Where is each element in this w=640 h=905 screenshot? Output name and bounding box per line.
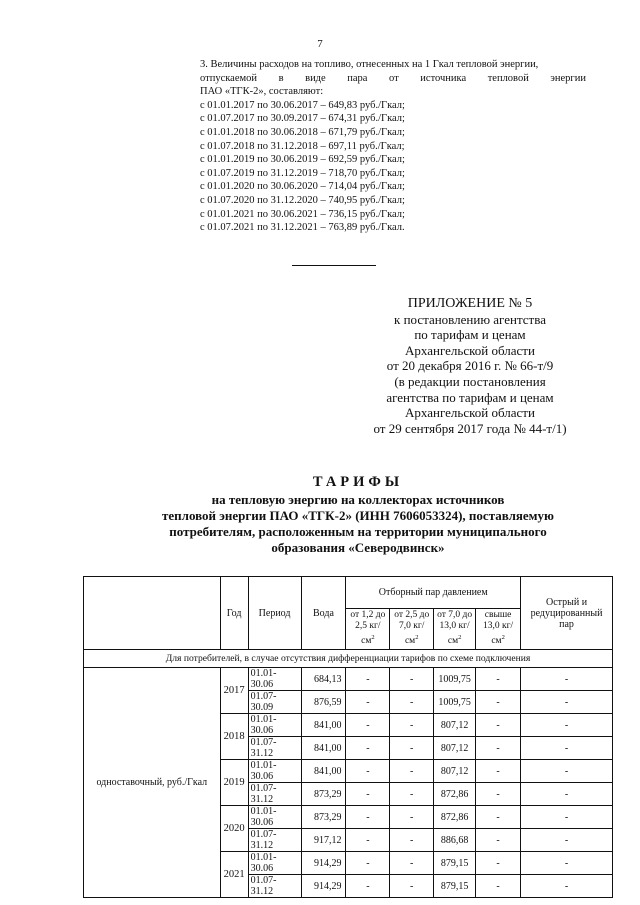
water-cell: 841,00 [301, 760, 346, 783]
period-cell: 01.01-30.06 [248, 714, 301, 737]
appendix-line: от 20 декабря 2016 г. № 66-т/9 [386, 358, 554, 374]
pressure-cell: 807,12 [434, 760, 476, 783]
pressure-cell: 1009,75 [434, 668, 476, 691]
header-year: Год [220, 577, 248, 650]
appendix-line: к постановлению агентства [394, 311, 546, 327]
list-item: с 01.01.2018 по 30.06.2018 – 671,79 руб./Гкал; [200, 126, 405, 138]
fuel-expenses-list [200, 99, 586, 235]
pressure-cell: 807,12 [434, 714, 476, 737]
pressure-cell: 879,15 [434, 852, 476, 875]
header-pressure: от 1,2 до 2,5 $кг/см^2$ [346, 609, 390, 650]
acute-cell: - [521, 852, 613, 875]
acute-cell: - [521, 691, 613, 714]
intro-line: 3. Величины расходов на топливо, отнесенных на 1 Гкал тепловой энергии, [200, 59, 539, 70]
year-cell: 2018 [220, 714, 248, 760]
pressure-cell: - [476, 737, 521, 760]
acute-cell: - [521, 737, 613, 760]
pressure-cell: 807,12 [434, 737, 476, 760]
page-number: 7 [317, 38, 323, 50]
pressure-cell: - [346, 737, 390, 760]
list-item: с 01.07.2017 по 30.09.2017 – 674,31 руб./Гкал; [200, 113, 405, 125]
fuel-expenses-intro [200, 58, 586, 99]
pressure-cell: - [390, 875, 434, 898]
title-line: потребителям, расположенным на территории муниципального [169, 524, 547, 539]
intro-word: пара [347, 72, 368, 84]
list-item: с 01.01.2019 по 30.06.2019 – 692,59 руб./Гкал; [200, 154, 405, 166]
list-item: с 01.07.2021 по 31.12.2021 – 763,89 руб./Гкал. [200, 222, 405, 234]
pressure-cell: - [346, 714, 390, 737]
pressure-cell: - [476, 668, 521, 691]
list-item: с 01.07.2020 по 31.12.2020 – 740,95 руб./Гкал; [200, 194, 405, 206]
period-cell: 01.01-30.06 [248, 806, 301, 829]
appendix-line: Архангельской области [405, 405, 535, 421]
appendix-title: ПРИЛОЖЕНИЕ № 5 [407, 296, 533, 311]
water-cell: 841,00 [301, 714, 346, 737]
water-cell: 841,00 [301, 737, 346, 760]
pressure-cell: - [476, 875, 521, 898]
pressure-cell: - [390, 806, 434, 829]
pressure-cell: - [476, 852, 521, 875]
pressure-cell: - [346, 783, 390, 806]
pressure-cell: - [346, 668, 390, 691]
header-steam: Отборный пар давлением [346, 577, 521, 609]
pressure-cell: - [390, 852, 434, 875]
water-cell: 917,12 [301, 829, 346, 852]
intro-word: в [278, 72, 284, 84]
list-item: с 01.01.2021 по 30.06.2021 – 736,15 руб./Гкал; [200, 208, 405, 220]
header-acute: Острый и редуцированный пар [521, 577, 613, 650]
water-cell: 914,29 [301, 875, 346, 898]
pressure-cell: 1009,75 [434, 691, 476, 714]
period-cell: 01.07-31.12 [248, 737, 301, 760]
header-water: Вода [301, 577, 346, 650]
header-pressure: от 2,5 до 7,0 $кг/см^2$ [390, 609, 434, 650]
acute-cell: - [521, 806, 613, 829]
period-cell: 01.07-31.12 [248, 783, 301, 806]
pressure-cell: 872,86 [434, 783, 476, 806]
list-item: с 01.07.2018 по 31.12.2018 – 697,11 руб./Гкал; [200, 140, 405, 152]
pressure-cell: 879,15 [434, 875, 476, 898]
pressure-cell: - [346, 829, 390, 852]
period-cell: 01.01-30.06 [248, 852, 301, 875]
water-cell: 873,29 [301, 806, 346, 829]
intro-word: от [389, 72, 399, 84]
fuel-expenses-section [200, 58, 586, 235]
pressure-cell: - [476, 806, 521, 829]
acute-cell: - [521, 668, 613, 691]
pressure-cell: - [390, 760, 434, 783]
table-header-row [84, 577, 613, 609]
pressure-cell: - [390, 829, 434, 852]
pressure-cell: - [476, 760, 521, 783]
intro-line: ПАО «ТГК-2», составляют: [200, 86, 324, 98]
appendix-line: (в редакции постановления [394, 373, 546, 389]
tariff-type-label: одноставочный, руб./Гкал [84, 668, 221, 898]
year-cell: 2021 [220, 852, 248, 898]
table-subheader [84, 650, 613, 668]
pressure-cell: - [390, 714, 434, 737]
intro-word: энергии [550, 72, 586, 84]
pressure-cell: - [390, 783, 434, 806]
acute-cell: - [521, 829, 613, 852]
intro-word: источника [420, 72, 467, 84]
header-pressure: от 7,0 до 13,0 $кг/см^2$ [434, 609, 476, 650]
consumer-category: Для потребителей, в случае отсутствия дифференциации тарифов по схеме подключения [84, 650, 613, 668]
acute-cell: - [521, 875, 613, 898]
period-cell: 01.07-30.09 [248, 691, 301, 714]
list-item: с 01.07.2019 по 31.12.2019 – 718,70 руб./Гкал; [200, 167, 405, 179]
pressure-cell: - [476, 829, 521, 852]
title-line: на тепловую энергию на коллекторах источников [211, 492, 505, 507]
pressure-cell: 872,86 [434, 806, 476, 829]
header-blank [84, 577, 221, 650]
period-cell: 01.01-30.06 [248, 668, 301, 691]
pressure-cell: - [390, 668, 434, 691]
intro-word: виде [305, 72, 326, 84]
appendix-line: от 29 сентября 2017 года № 44-т/1) [373, 420, 567, 436]
period-cell: 01.07-31.12 [248, 829, 301, 852]
pressure-cell: - [346, 875, 390, 898]
tariff-table [83, 576, 613, 898]
water-cell: 876,59 [301, 691, 346, 714]
year-cell: 2020 [220, 806, 248, 852]
water-cell: 914,29 [301, 852, 346, 875]
title-line: образования «Северодвинск» [271, 540, 445, 555]
title-main: ТАРИФЫ [312, 474, 404, 490]
water-cell: 684,13 [301, 668, 346, 691]
appendix-line: Архангельской области [405, 342, 535, 358]
period-cell: 01.07-31.12 [248, 875, 301, 898]
period-cell: 01.01-30.06 [248, 760, 301, 783]
pressure-cell: - [346, 852, 390, 875]
appendix-line: по тарифам и ценам [414, 327, 526, 343]
header-pressure: свыше 13,0 $кг/см^2$ [476, 609, 521, 650]
pressure-cell: - [346, 691, 390, 714]
pressure-cell: - [346, 760, 390, 783]
water-cell: 873,29 [301, 783, 346, 806]
acute-cell: - [521, 714, 613, 737]
acute-cell: - [521, 783, 613, 806]
appendix-line: агентства по тарифам и ценам [386, 389, 554, 405]
year-cell: 2017 [220, 668, 248, 714]
table-row [84, 668, 613, 691]
pressure-cell: - [390, 737, 434, 760]
pressure-cell: 886,68 [434, 829, 476, 852]
pressure-cell: - [476, 691, 521, 714]
intro-word: отпускаемой [200, 72, 258, 84]
list-item: с 01.01.2017 по 30.06.2017 – 649,83 руб./Гкал; [200, 99, 405, 111]
pressure-cell: - [346, 806, 390, 829]
list-item: с 01.01.2020 по 30.06.2020 – 714,04 руб./Гкал; [200, 181, 405, 193]
intro-line-justified [200, 72, 586, 86]
acute-cell: - [521, 760, 613, 783]
pressure-cell: - [390, 691, 434, 714]
section-divider [292, 265, 376, 266]
document-title [130, 474, 586, 556]
pressure-cell: - [476, 783, 521, 806]
pressure-cell: - [476, 714, 521, 737]
appendix-block [320, 296, 620, 436]
year-cell: 2019 [220, 760, 248, 806]
header-period: Период [248, 577, 301, 650]
intro-word: тепловой [487, 72, 529, 84]
title-line: тепловой энергии ПАО «ТГК-2» (ИНН 7606053324), поставляемую [162, 508, 554, 523]
